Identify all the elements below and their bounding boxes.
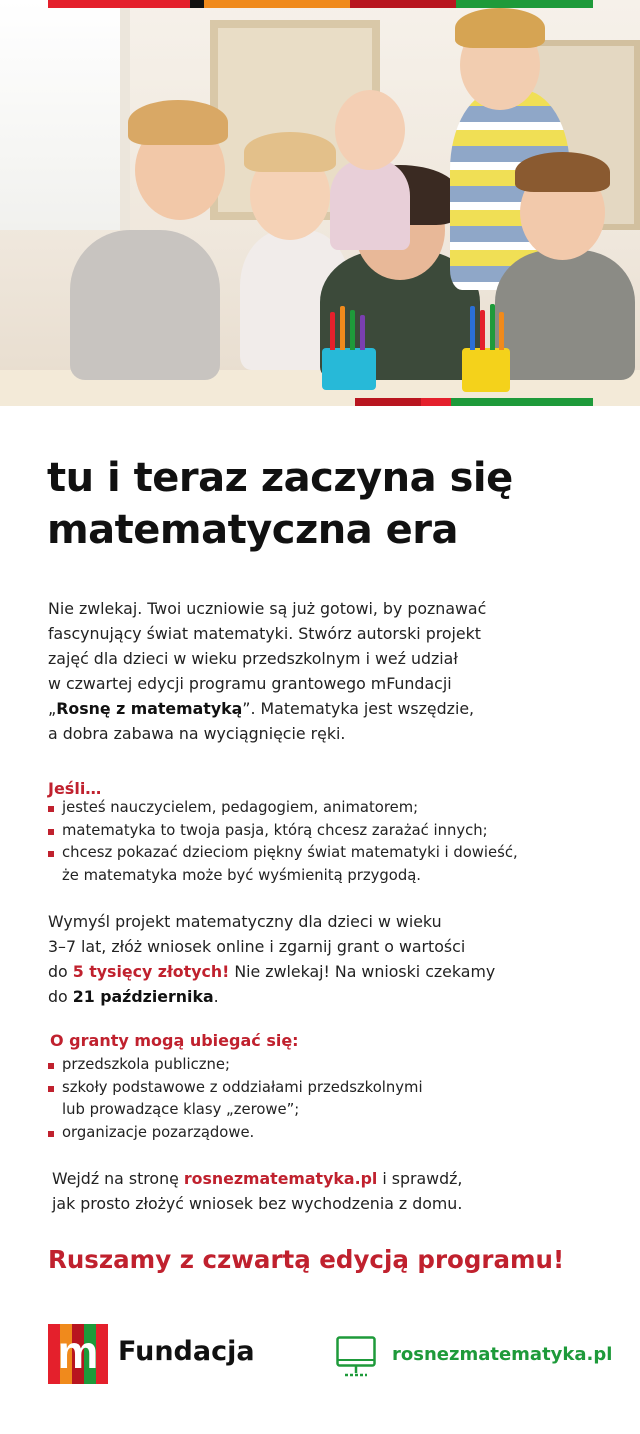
if-section-title: Jeśli…: [48, 779, 102, 798]
footer-website-link[interactable]: rosnezmatematyka.pl: [392, 1344, 613, 1365]
grant-amount: 5 tysięcy złotych!: [72, 962, 230, 981]
list-item: chcesz pokazać dzieciom piękny świat matematyki i dowieść,: [48, 842, 618, 865]
project-line: [48, 959, 608, 984]
pencil: [480, 310, 485, 350]
program-name: Rosnę z matematyką: [56, 699, 243, 718]
headline: [47, 452, 607, 556]
visit-text: Wejdź na stronę: [52, 1169, 184, 1188]
list-item: organizacje pozarządowe.: [48, 1122, 618, 1145]
cta-heading: Ruszamy z czwartą edycją programu!: [48, 1245, 565, 1274]
list-item: szkoły podstawowe z oddziałami przedszkolnymi: [48, 1077, 618, 1100]
top-color-stripe: [48, 0, 593, 8]
if-section-list: [48, 797, 618, 887]
pencil: [499, 312, 504, 350]
stripe-segment: [48, 0, 190, 8]
website-link[interactable]: rosnezmatematyka.pl: [183, 1169, 378, 1188]
intro-text: ”. Matematyka jest wszędzie,: [242, 699, 475, 718]
headline-line: tu i teraz zaczyna się: [47, 455, 513, 501]
pencil: [470, 306, 475, 350]
pencil: [340, 306, 345, 350]
pencil: [330, 312, 335, 350]
intro-line: Nie zwlekaj. Twoi uczniowie są już gotowi, by poznawać: [48, 599, 487, 618]
photo-bottom-stripe: [355, 398, 593, 406]
stripe-segment: [190, 0, 204, 8]
child-1-hair: [128, 100, 228, 145]
stripe-segment: [451, 398, 593, 406]
visit-line: jak prosto złożyć wniosek bez wychodzenia z domu.: [52, 1194, 463, 1213]
intro-paragraph: [48, 596, 608, 746]
stripe-segment: [456, 0, 593, 8]
visit-line: [52, 1166, 612, 1191]
project-text: .: [213, 987, 219, 1006]
child-5-hair: [515, 152, 610, 192]
child-5-body: [495, 250, 635, 380]
logo-text: Fundacja: [118, 1336, 255, 1367]
stripe-segment: [421, 398, 451, 406]
pencil: [350, 310, 355, 350]
logo-letter: m: [57, 1326, 99, 1378]
headline-line: matematyczna era: [47, 507, 459, 553]
stripe-segment: [350, 0, 456, 8]
child-1-body: [70, 230, 220, 380]
pencil: [360, 315, 365, 350]
project-paragraph: [48, 909, 608, 1009]
intro-line: zajęć dla dzieci w wieku przedszkolnym i weź udział: [48, 649, 458, 668]
hero-photo: [0, 0, 640, 406]
pencil: [490, 304, 495, 350]
eligible-section-title: O granty mogą ubiegać się:: [50, 1031, 299, 1050]
list-item: matematyka to twoja pasja, którą chcesz zarażać innych;: [48, 820, 618, 843]
project-line: [48, 984, 608, 1009]
child-3-face: [335, 90, 405, 170]
list-item-text: lub prowadzące klasy „zerowe”;: [62, 1101, 300, 1118]
intro-line: w czwartej edycji programu grantowego mFundacji: [48, 674, 452, 693]
stripe-segment: [204, 0, 350, 8]
list-item: jesteś nauczycielem, pedagogiem, animatorem;: [48, 797, 618, 820]
photo-window: [0, 0, 130, 230]
list-item-text: że matematyka może być wyśmienitą przygodą.: [62, 866, 421, 884]
mfundacja-logo: [48, 1324, 108, 1384]
eligible-list: [48, 1054, 618, 1144]
child-4-hair: [455, 8, 545, 48]
stripe-segment: [355, 398, 421, 406]
project-text: do: [48, 987, 73, 1006]
intro-line: a dobra zabawa na wyciągnięcie ręki.: [48, 724, 346, 743]
intro-quote-open: „: [48, 699, 57, 718]
project-text: Nie zwlekaj! Na wnioski czekamy: [229, 962, 496, 981]
list-item: przedszkola publiczne;: [48, 1054, 618, 1077]
list-item-continuation: [48, 865, 618, 888]
project-text: do: [48, 962, 73, 981]
project-line: Wymyśl projekt matematyczny dla dzieci w wieku: [48, 912, 442, 931]
child-3-body: [330, 160, 410, 250]
child-2-hair: [244, 132, 336, 172]
deadline-date: 21 października: [72, 987, 214, 1006]
computer-monitor-icon: [336, 1336, 376, 1378]
intro-line: [48, 696, 608, 721]
intro-line: fascynujący świat matematyki. Stwórz autorski projekt: [48, 624, 481, 643]
pencil-cup-blue: [322, 348, 376, 390]
pencil-cup-yellow: [462, 348, 510, 392]
list-item-continuation: [48, 1099, 618, 1122]
visit-paragraph: [52, 1166, 612, 1216]
visit-text: i sprawdź,: [377, 1169, 463, 1188]
project-line: 3–7 lat, złóż wniosek online i zgarnij grant o wartości: [48, 937, 466, 956]
